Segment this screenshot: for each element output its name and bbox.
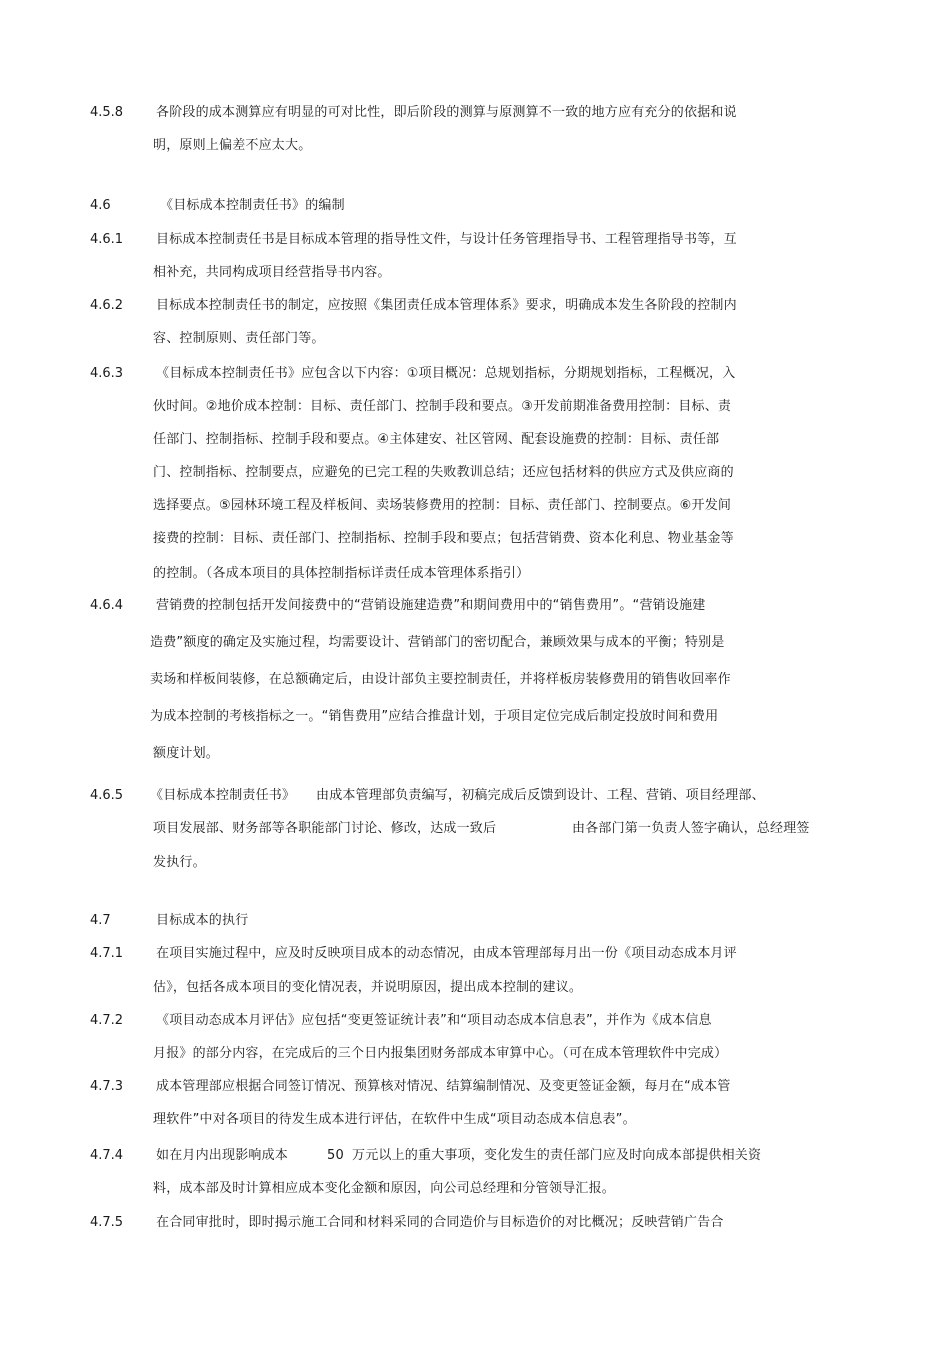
section-number: 4.6 <box>90 198 111 213</box>
clause-text-line: 《目标成本控制责任书》应包含以下内容：①项目概况：总规划指标，分期规划指标，工程概况，入 <box>156 366 736 381</box>
clause-number: 4.7.3 <box>90 1079 124 1094</box>
section-heading: 《目标成本控制责任书》的编制 <box>160 198 345 213</box>
clause-number: 4.7.4 <box>90 1148 124 1163</box>
clause-text-line: 任部门、控制指标、控制手段和要点。④主体建安、社区管网、配套设施费的控制：目标、责任部 <box>153 432 720 447</box>
clause-text-line: 营销费的控制包括开发间接费中的“营销设施建造费”和期间费用中的“销售费用”。“营销设施建 <box>156 598 706 613</box>
clause-number: 4.6.1 <box>90 232 124 247</box>
clause-number: 4.6.2 <box>90 298 124 313</box>
clause-text-line: 相补充，共同构成项目经营指导书内容。 <box>153 265 391 280</box>
clause-number: 4.6.5 <box>90 788 124 803</box>
clause-text-line: 接费的控制：目标、责任部门、控制指标、控制手段和要点；包括营销费、资本化利息、物业基金等 <box>153 531 734 546</box>
clause-text-line: 目标成本控制责任书的制定，应按照《集团责任成本管理体系》要求，明确成本发生各阶段的控制内 <box>156 298 737 313</box>
clause-text-line: 为成本控制的考核指标之一。“销售费用”应结合推盘计划，于项目定位完成后制定投放时间和费用 <box>150 709 719 724</box>
clause-number: 4.6.3 <box>90 366 124 381</box>
clause-text-line: 《项目动态成本月评估》应包括“变更签证统计表”和“项目动态成本信息表”，并作为《成本信息 <box>156 1013 712 1028</box>
clause-text-line: 发执行。 <box>153 855 206 870</box>
clause-text-line: 卖场和样板间装修，在总额确定后，由设计部负主要控制责任，并将样板房装修费用的销售收回率作 <box>150 672 731 687</box>
clause-text-line: 50 <box>327 1148 344 1163</box>
clause-text-line: 伙时间。②地价成本控制：目标、责任部门、控制手段和要点。③开发前期准备费用控制：目标、责 <box>153 399 732 414</box>
clause-text-line: 由成本管理部负责编写，初稿完成后反馈到设计、工程、营销、项目经理部、 <box>316 788 765 803</box>
clause-text-line: 的控制。（各成本项目的具体控制指标详责任成本管理体系指引） <box>153 566 530 581</box>
clause-text-line: 《目标成本控制责任书》 <box>150 788 296 803</box>
clause-text-line: 在项目实施过程中，应及时反映项目成本的动态情况，由成本管理部每月出一份《项目动态成本月评 <box>156 946 737 961</box>
clause-text-line: 项目发展部、财务部等各职能部门讨论、修改，达成一致后 <box>153 821 497 836</box>
clause-number: 4.6.4 <box>90 598 124 613</box>
clause-text-line: 理软件”中对各项目的待发生成本进行评估，在软件中生成“项目动态成本信息表”。 <box>153 1112 636 1127</box>
clause-text-line: 明，原则上偏差不应太大。 <box>153 138 312 153</box>
clause-text-line: 估》，包括各成本项目的变化情况表，并说明原因，提出成本控制的建议。 <box>153 980 583 995</box>
clause-text-line: 额度计划。 <box>153 746 220 761</box>
clause-number: 4.7.5 <box>90 1215 124 1230</box>
clause-number: 4.7.1 <box>90 946 124 961</box>
clause-text-line: 料，成本部及时计算相应成本变化金额和原因，向公司总经理和分管领导汇报。 <box>153 1181 616 1196</box>
section-number: 4.7 <box>90 913 111 928</box>
clause-number: 4.7.2 <box>90 1013 124 1028</box>
clause-number: 4.5.8 <box>90 105 124 120</box>
clause-text-line: 万元以上的重大事项，变化发生的责任部门应及时向成本部提供相关资 <box>352 1148 762 1163</box>
clause-text-line: 成本管理部应根据合同签订情况、预算核对情况、结算编制情况、及变更签证金额，每月在“成本管 <box>156 1079 731 1094</box>
section-heading: 目标成本的执行 <box>156 913 249 928</box>
clause-text-line: 目标成本控制责任书是目标成本管理的指导性文件，与设计任务管理指导书、工程管理指导书等，互 <box>156 232 737 247</box>
clause-text-line: 如在月内出现影响成本 <box>156 1148 289 1163</box>
clause-text-line: 在合同审批时，即时揭示施工合同和材料采同的合同造价与目标造价的对比概况；反映营销广告合 <box>156 1215 724 1230</box>
clause-text-line: 选择要点。⑤园林环境工程及样板间、卖场装修费用的控制：目标、责任部门、控制要点。⑥开发间 <box>153 498 732 513</box>
clause-text-line: 容、控制原则、责任部门等。 <box>153 331 325 346</box>
clause-text-line: 月报》的部分内容，在完成后的三个日内报集团财务部成本审算中心。（可在成本管理软件中完成） <box>153 1046 728 1061</box>
clause-text-line: 造费”额度的确定及实施过程，均需要设计、营销部门的密切配合，兼顾效果与成本的平衡；特别是 <box>150 635 725 650</box>
clause-text-line: 各阶段的成本测算应有明显的可对比性，即后阶段的测算与原测算不一致的地方应有充分的依据和说 <box>156 105 737 120</box>
clause-text-line: 门、控制指标、控制要点，应避免的已完工程的失败教训总结；还应包括材料的供应方式及供应商的 <box>153 465 734 480</box>
clause-text-line: 由各部门第一负责人签字确认，总经理签 <box>572 821 810 836</box>
